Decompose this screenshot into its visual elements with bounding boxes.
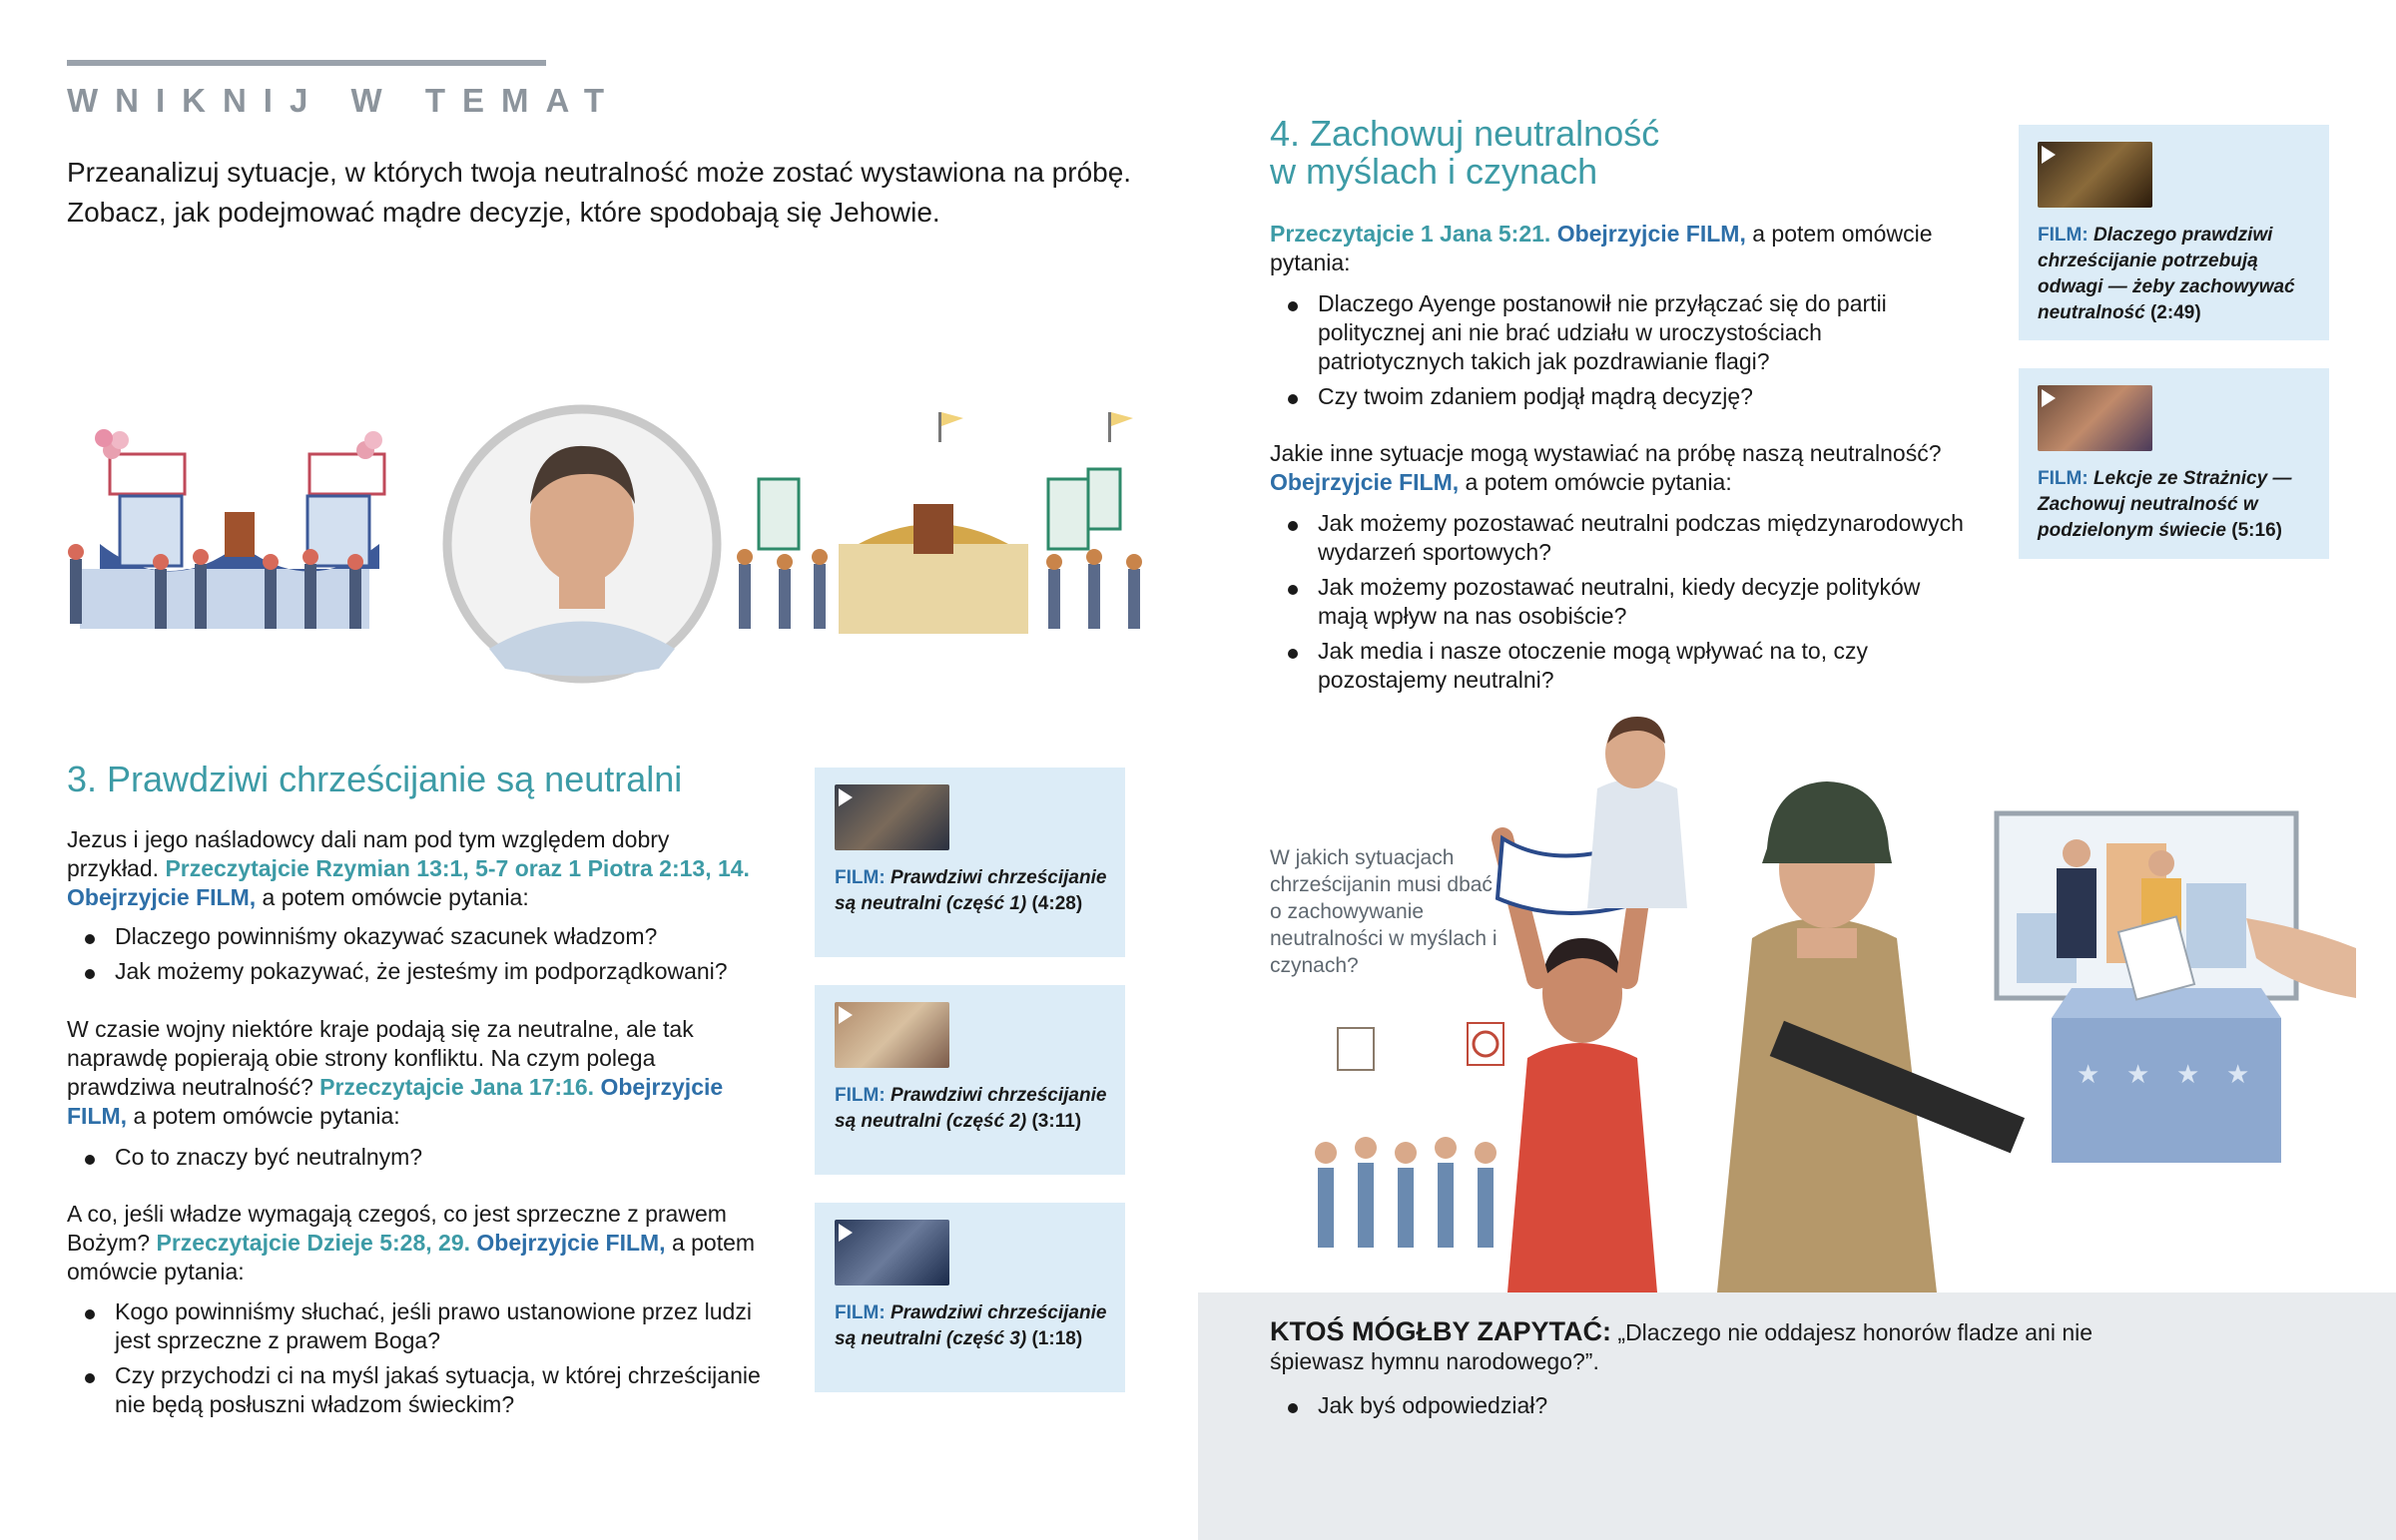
question-list bbox=[67, 1297, 766, 1425]
illustration-caption: W jakich sytuacjach chrześcijanin musi dbać o zachowywanie neutralności w myślach i czynach? bbox=[1270, 846, 1498, 977]
watch-film-link[interactable]: Obejrzyjcie FILM, bbox=[67, 1074, 724, 1129]
scripture-reference[interactable]: Przeczytajcie 1 Jana 5:21. bbox=[1270, 221, 1551, 247]
svg-text:★: ★ bbox=[2126, 1060, 2150, 1090]
ask-paragraph bbox=[1270, 1317, 2128, 1376]
question-list bbox=[1270, 509, 1969, 701]
watch-film-link[interactable]: Obejrzyjcie FILM, bbox=[67, 884, 257, 910]
intro-paragraph: Przeanalizuj sytuacje, w których twoja neutralność może zostać wystawiona na próbę. Zobacz, jak podejmować mądre decyzje, które spodobają się Jehowie. bbox=[67, 157, 1132, 228]
list-item: Kogo powinniśmy słuchać, jeśli prawo ustanowione przez ludzi jest sprzeczne z prawem Boga? bbox=[67, 1297, 766, 1355]
svg-text:★: ★ bbox=[2077, 1060, 2100, 1090]
film-thumbnail[interactable] bbox=[835, 1002, 949, 1068]
film-caption: FILM: Lekcje ze Strażnicy — Zachowuj neutralność w podzielonym świecie (5:16) bbox=[2038, 468, 2292, 541]
paragraph-text: A co, jeśli władze wymagają czegoś, co jest sprzeczne z prawem Bożym? bbox=[67, 1201, 727, 1256]
scripture-reference[interactable]: Przeczytajcie Rzymian 13:1, 5-7 oraz 1 Piotra 2:13, 14. bbox=[165, 855, 750, 881]
section-4-paragraph-2 bbox=[1270, 439, 1969, 497]
play-icon bbox=[2042, 389, 2056, 407]
list-item: Jak możemy pozostawać neutralni, kiedy decyzje polityków mają wpływ na nas osobiście? bbox=[1270, 573, 1969, 631]
question-list bbox=[1270, 1391, 1969, 1420]
film-caption: FILM: Prawdziwi chrześcijanie są neutralni (część 2) (3:11) bbox=[835, 1085, 1107, 1132]
header-rule bbox=[67, 60, 546, 66]
paragraph-text: a potem omówcie pytania: bbox=[1465, 469, 1732, 495]
play-icon bbox=[839, 788, 853, 806]
film-caption: FILM: Dlaczego prawdziwi chrześcijanie potrzebują odwagi — żeby zachowywać neutralność (2:49) bbox=[2038, 225, 2295, 323]
list-item: Dlaczego powinniśmy okazywać szacunek władzom? bbox=[67, 922, 766, 951]
list-item: Czy twoim zdaniem podjął mądrą decyzję? bbox=[1270, 382, 1969, 411]
paragraph-text: W czasie wojny niektóre kraje podają się za neutralne, ale tak naprawdę popierają obie strony konfliktu. Na czym polega prawdziwa neutralność? bbox=[67, 1016, 694, 1100]
paragraph-text: Jezus i jego naśladowcy dali nam pod tym względem dobry przykład. bbox=[67, 826, 670, 881]
play-icon bbox=[839, 1224, 853, 1242]
film-card[interactable] bbox=[815, 768, 1125, 957]
section-3-paragraph-3 bbox=[67, 1200, 766, 1286]
film-card[interactable] bbox=[815, 985, 1125, 1175]
play-icon bbox=[839, 1006, 853, 1024]
scripture-reference[interactable]: Przeczytajcie Jana 17:16. bbox=[319, 1074, 595, 1100]
watch-film-link[interactable]: Obejrzyjcie FILM, bbox=[1270, 469, 1460, 495]
section-3-title: 3. Prawdziwi chrześcijanie są neutralni bbox=[67, 759, 683, 799]
svg-text:★: ★ bbox=[2176, 1060, 2200, 1090]
list-item: Jak możemy pozostawać neutralni podczas międzynarodowych wydarzeń sportowych? bbox=[1270, 509, 1969, 567]
list-item: Jak media i nasze otoczenie mogą wpływać na to, czy pozostajemy neutralni? bbox=[1270, 637, 1969, 695]
scripture-reference[interactable]: Przeczytajcie Dzieje 5:28, 29. bbox=[156, 1230, 471, 1256]
paragraph-text: Jakie inne sytuacje mogą wystawiać na próbę naszą neutralność? bbox=[1270, 440, 1942, 466]
paragraph-text: a potem omówcie pytania: bbox=[133, 1103, 400, 1129]
section-4-paragraph-1 bbox=[1270, 220, 1969, 277]
list-item: Jak byś odpowiedział? bbox=[1270, 1391, 1969, 1420]
film-card[interactable] bbox=[815, 1203, 1125, 1392]
ask-heading: KTOŚ MÓGŁBY ZAPYTAĆ: bbox=[1270, 1316, 1612, 1346]
film-thumbnail[interactable] bbox=[2038, 385, 2152, 451]
rally-illustration bbox=[60, 394, 1158, 694]
film-thumbnail[interactable] bbox=[2038, 142, 2152, 208]
play-icon bbox=[2042, 146, 2056, 164]
svg-text:★: ★ bbox=[2226, 1060, 2250, 1090]
watch-film-link[interactable]: Obejrzyjcie FILM, bbox=[1556, 221, 1746, 247]
list-item: Dlaczego Ayenge postanowił nie przyłączać się do partii politycznej ani nie brać udziału w uroczystościach patriotycznych takich jak pozdrawianie flagi? bbox=[1270, 289, 1969, 376]
section-3-paragraph-2 bbox=[67, 1015, 766, 1131]
neutrality-illustration bbox=[1298, 699, 2356, 1292]
film-caption: FILM: Prawdziwi chrześcijanie są neutralni (część 3) (1:18) bbox=[835, 1302, 1107, 1349]
film-card[interactable] bbox=[2019, 368, 2329, 559]
list-item: Jak możemy pokazywać, że jesteśmy im podporządkowani? bbox=[67, 957, 766, 986]
question-list bbox=[67, 1143, 766, 1172]
list-item: Co to znaczy być neutralnym? bbox=[67, 1143, 766, 1172]
section-3-paragraph-1 bbox=[67, 825, 766, 912]
question-list bbox=[1270, 289, 1969, 417]
film-caption: FILM: Prawdziwi chrześcijanie są neutralni (część 1) (4:28) bbox=[835, 867, 1107, 914]
question-list bbox=[67, 922, 766, 992]
film-thumbnail[interactable] bbox=[835, 784, 949, 850]
watch-film-link[interactable]: Obejrzyjcie FILM, bbox=[476, 1230, 666, 1256]
ask-quote: „Dlaczego nie oddajesz honorów fladze ani nie śpiewasz hymnu narodowego?”. bbox=[1270, 1319, 2094, 1374]
paragraph-text: a potem omówcie pytania: bbox=[1270, 221, 1933, 275]
paragraph-text: a potem omówcie pytania: bbox=[67, 1230, 756, 1284]
list-item: Czy przychodzi ci na myśl jakaś sytuacja, w której chrześcijanie nie będą posłuszni władzom świeckim? bbox=[67, 1361, 766, 1419]
section-kicker: WNIKNIJ W TEMAT bbox=[67, 82, 622, 119]
paragraph-text: a potem omówcie pytania: bbox=[262, 884, 529, 910]
film-card[interactable] bbox=[2019, 125, 2329, 340]
section-4-title: 4. Zachowuj neutralność w myślach i czynach bbox=[1270, 113, 1660, 192]
film-thumbnail[interactable] bbox=[835, 1220, 949, 1285]
